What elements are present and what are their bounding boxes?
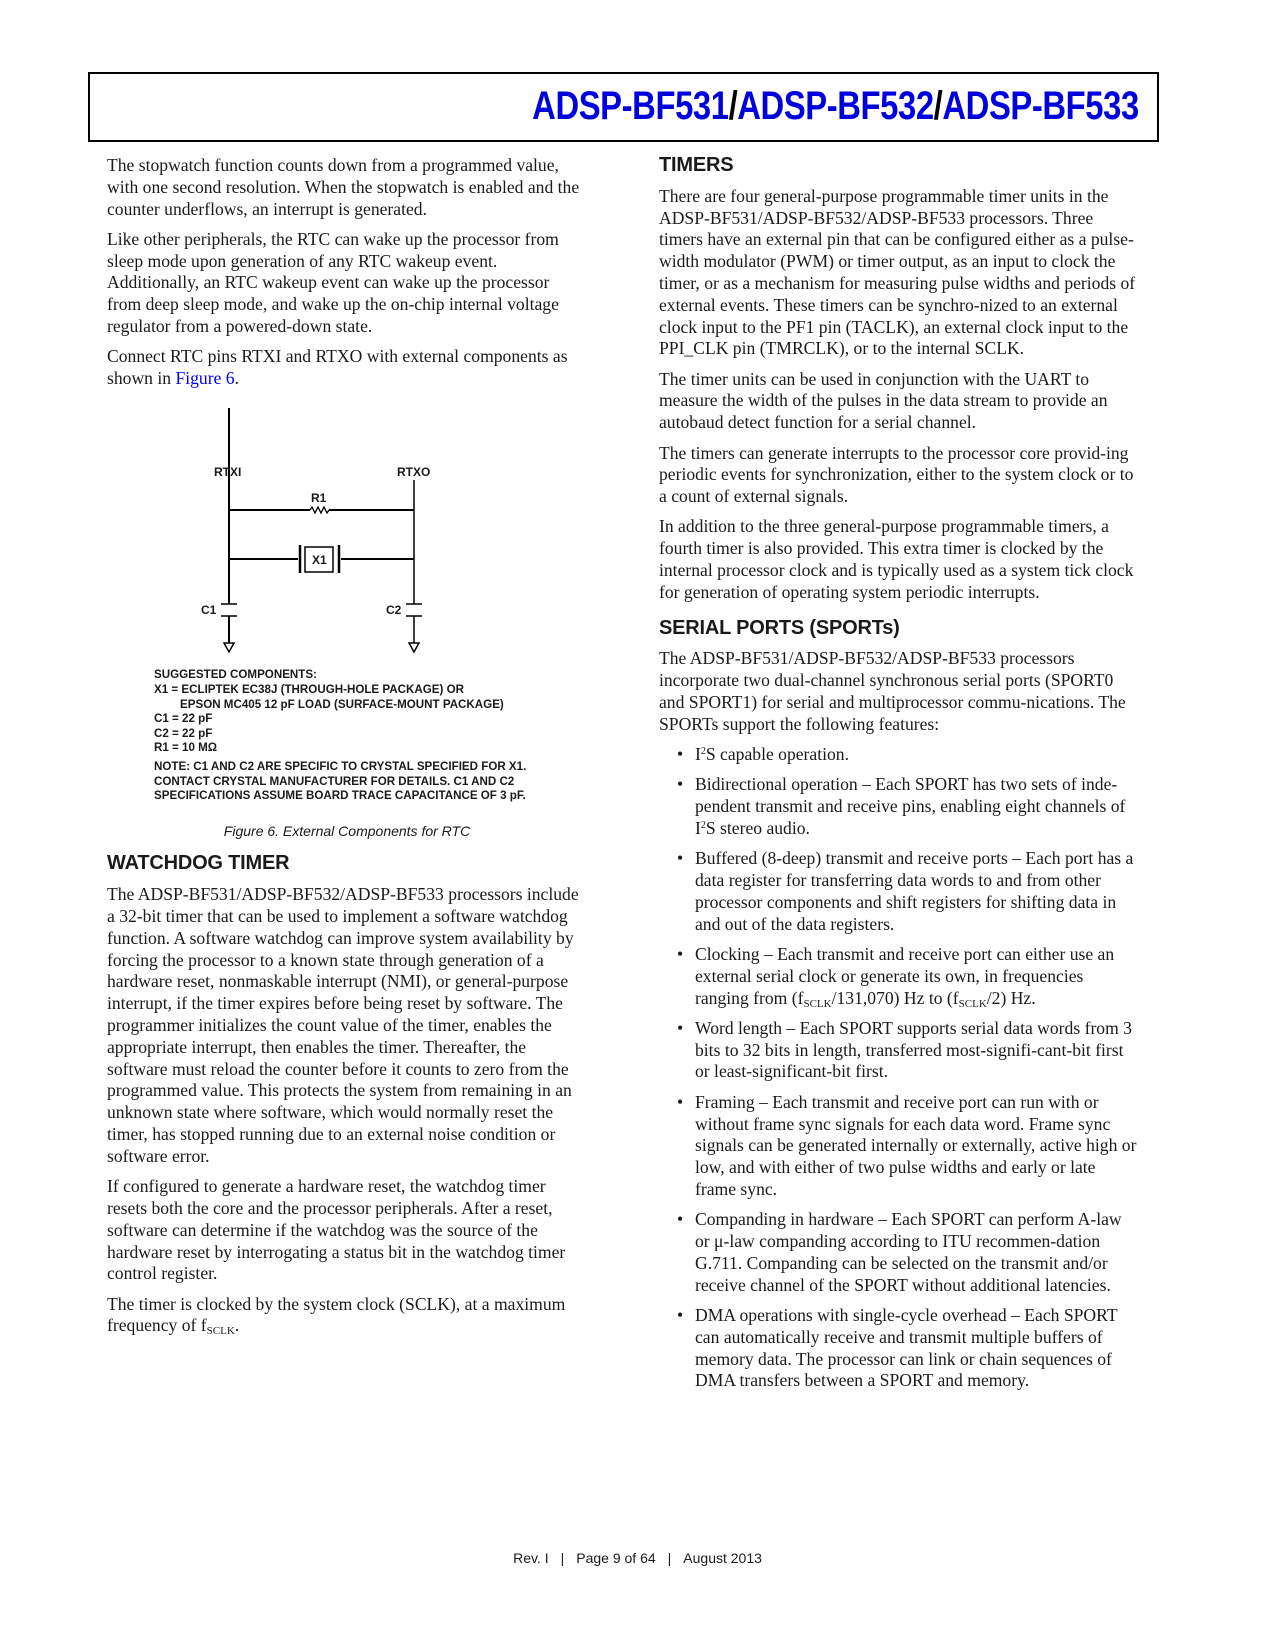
x1-label: X1 [312, 553, 327, 568]
sports-heading: SERIAL PORTS (SPORTs) [659, 616, 900, 639]
page-footer: Rev. I | Page 9 of 64 | August 2013 [513, 1550, 762, 1566]
list-item: • Buffered (8-deep) transmit and receive ports – Each port has a data register for transferring data words to and from other processor components and shift registers for shifting data in and out of the data registers. [677, 848, 1134, 934]
figure-6-rtc-circuit [107, 398, 587, 840]
c1-label: C1 [201, 603, 217, 618]
sports-intro: The ADSP-BF531/ADSP-BF532/ADSP-BF533 processors incorporate two dual-channel synchronous serial ports (SPORT0 and SPORT1) for serial and multiprocessor commu-nications. The SPORTs support the following features: [659, 648, 1126, 734]
list-item: • Clocking – Each transmit and receive port can either use an external serial clock or generate its own, in frequencies ranging from $(f_{SCLK}/131,070)$ Hz to $(f_{SCLK}/2)$ Hz. [677, 944, 1115, 1010]
publication-date: August 2013 [683, 1550, 762, 1566]
figure-caption: Figure 6. External Components for RTC [223, 823, 471, 840]
bullet-icon: • [677, 1091, 684, 1112]
list-item: • DMA operations with single-cycle overhead – Each SPORT can automatically receive and transmit multiple buffers of memory data. The processor can link or chain sequences of DMA transfers between a SPORT and memory. [677, 1304, 1118, 1391]
r1-label: R1 [311, 491, 327, 506]
rtxo-label: RTXO [397, 465, 431, 480]
page-number: Page 9 of 64 [576, 1550, 656, 1566]
timers-paragraph-2: The timer units can be used in conjunction with the UART to measure the width of the pulses in the data stream to provide an autobaud detect function for a serial channel. [659, 368, 1108, 433]
bullet-icon: • [677, 944, 684, 964]
timers-heading: TIMERS [659, 154, 734, 176]
sports-feature-list [659, 744, 1139, 1392]
timers-paragraph-4: In addition to the three general-purpose programmable timers, a fourth timer is also provided. This extra timer is clocked by the internal processor clock and is typically used as a system tick clock for generation of operating system periodic interrupts. [659, 516, 1134, 602]
watchdog-paragraph-3: The timer is clocked by the system clock (SCLK), at a maximum frequency of $f_{SCLK}$. [107, 1293, 566, 1338]
watchdog-paragraph-1: The ADSP-BF531/ADSP-BF532/ADSP-BF533 processors include a 32-bit timer that can be used to implement a software watchdog function. A software watchdog can improve system availability by forcing the processor to a known state through generation of a hardware reset, nonmaskable interrupt (NMI), or general-purpose interrupt, if the timer expires before being reset by software. The programmer initializes the count value of the timer, enables the appropriate interrupt, then enables the timer. Thereafter, the software must reload the counter before it counts to zero from the programmed value. This protects the system from remaining in an unknown state where software, which would normally reset the timer, has stopped running due to an external noise condition or software error. [107, 884, 579, 1166]
bullet-icon: • [677, 848, 684, 869]
list-item: • $I^2S$ capable operation. [677, 744, 849, 765]
bullet-icon: • [677, 1017, 684, 1038]
c2-label: C2 [386, 603, 402, 618]
document-title: ADSP-BF531/ADSP-BF532/ADSP-BF533 [532, 84, 1139, 128]
suggested-components: SUGGESTED COMPONENTS: X1 = ECLIPTEK EC38J (THROUGH-HOLE PACKAGE) OR EPSON MC405 12 pF LOAD (SURFACE-MOUNT PACKAGE) C1 = 22 pF C2 = 22 pF R1 = 10 MΩ NOTE: C1 AND C2 ARE SPECIFIC TO CRYSTAL SPECIFIED FOR X1. CONTACT CRYSTAL MANUFACTURER FOR DETAILS. C1 AND C2 SPECIFICATIONS ASSUME BOARD TRACE CAPACITANCE OF 3 pF. [154, 668, 527, 803]
right-column [659, 155, 1139, 1401]
rtc-stopwatch-paragraph: The stopwatch function counts down from a programmed value, with one second resolution. When the stopwatch is enabled and the counter underflows, an interrupt is generated. [107, 155, 580, 219]
bullet-icon: • [677, 744, 684, 765]
watchdog-heading: WATCHDOG TIMER [107, 852, 290, 875]
bullet-icon: • [677, 1304, 684, 1325]
page-header [88, 72, 1159, 142]
rtc-wakeup-paragraph: Like other peripherals, the RTC can wake up the processor from sleep mode upon generation of any RTC wakeup event. Additionally, an RTC wakeup event can wake up the processor from deep sleep mode, and wake up the on-chip internal voltage regulator from a powered-down state. [107, 228, 559, 337]
list-item: • Framing – Each transmit and receive port can run with or without frame sync signals for each data word. Frame sync signals can be generated internally or externally, active high or low, and with either of two pulse widths and early or late frame sync. [677, 1091, 1137, 1199]
bullet-icon: • [677, 774, 684, 795]
rtxi-label: RTXI [214, 465, 242, 480]
timers-paragraph-3: The timers can generate interrupts to the processor core provid-ing periodic events for synchronization, either to the system clock or to a count of external signals. [659, 442, 1134, 507]
rtc-schematic [107, 398, 587, 668]
list-item: • Companding in hardware – Each SPORT can perform A-law or μ-law companding according to ITU recommen-dation G.711. Companding can be selected on the transmit and/or receive channel of the SPORT without additional latencies. [677, 1209, 1122, 1295]
left-column [107, 155, 587, 1346]
figure-6-link[interactable]: Figure 6 [175, 368, 235, 389]
timers-paragraph-1: There are four general-purpose programmable timer units in the ADSP-BF531/ADSP-BF532/ADSP-BF533 processors. Three timers have an external pin that can be configured either as a pulse-width modulator (PWM) or timer output, as an input to clock the timer, or as a mechanism for measuring pulse widths and periods of external events. These timers can be synchro-nized to an external clock input to the PF1 pin (TACLK), an external clock input to the PPI_CLK pin (TMRCLK), or to the internal SCLK. [659, 185, 1136, 359]
list-item: • Bidirectional operation – Each SPORT has two sets of inde-pendent transmit and receive pins, enabling eight channels of $I^2S$ stereo audio. [677, 774, 1126, 839]
rtc-connect-paragraph: Connect RTC pins RTXI and RTXO with external components as shown in Figure 6. [107, 346, 568, 389]
watchdog-paragraph-2: If configured to generate a hardware reset, the watchdog timer resets both the core and the processor peripherals. After a reset, software can determine if the watchdog was the source of the hardware reset by interrogating a status bit in the watchdog timer control register. [107, 1176, 566, 1284]
list-item: • Word length – Each SPORT supports serial data words from 3 bits to 32 bits in length, transferred most-signifi-cant-bit first or least-significant-bit first. [677, 1017, 1132, 1082]
revision: Rev. I [513, 1550, 549, 1566]
bullet-icon: • [677, 1209, 684, 1230]
